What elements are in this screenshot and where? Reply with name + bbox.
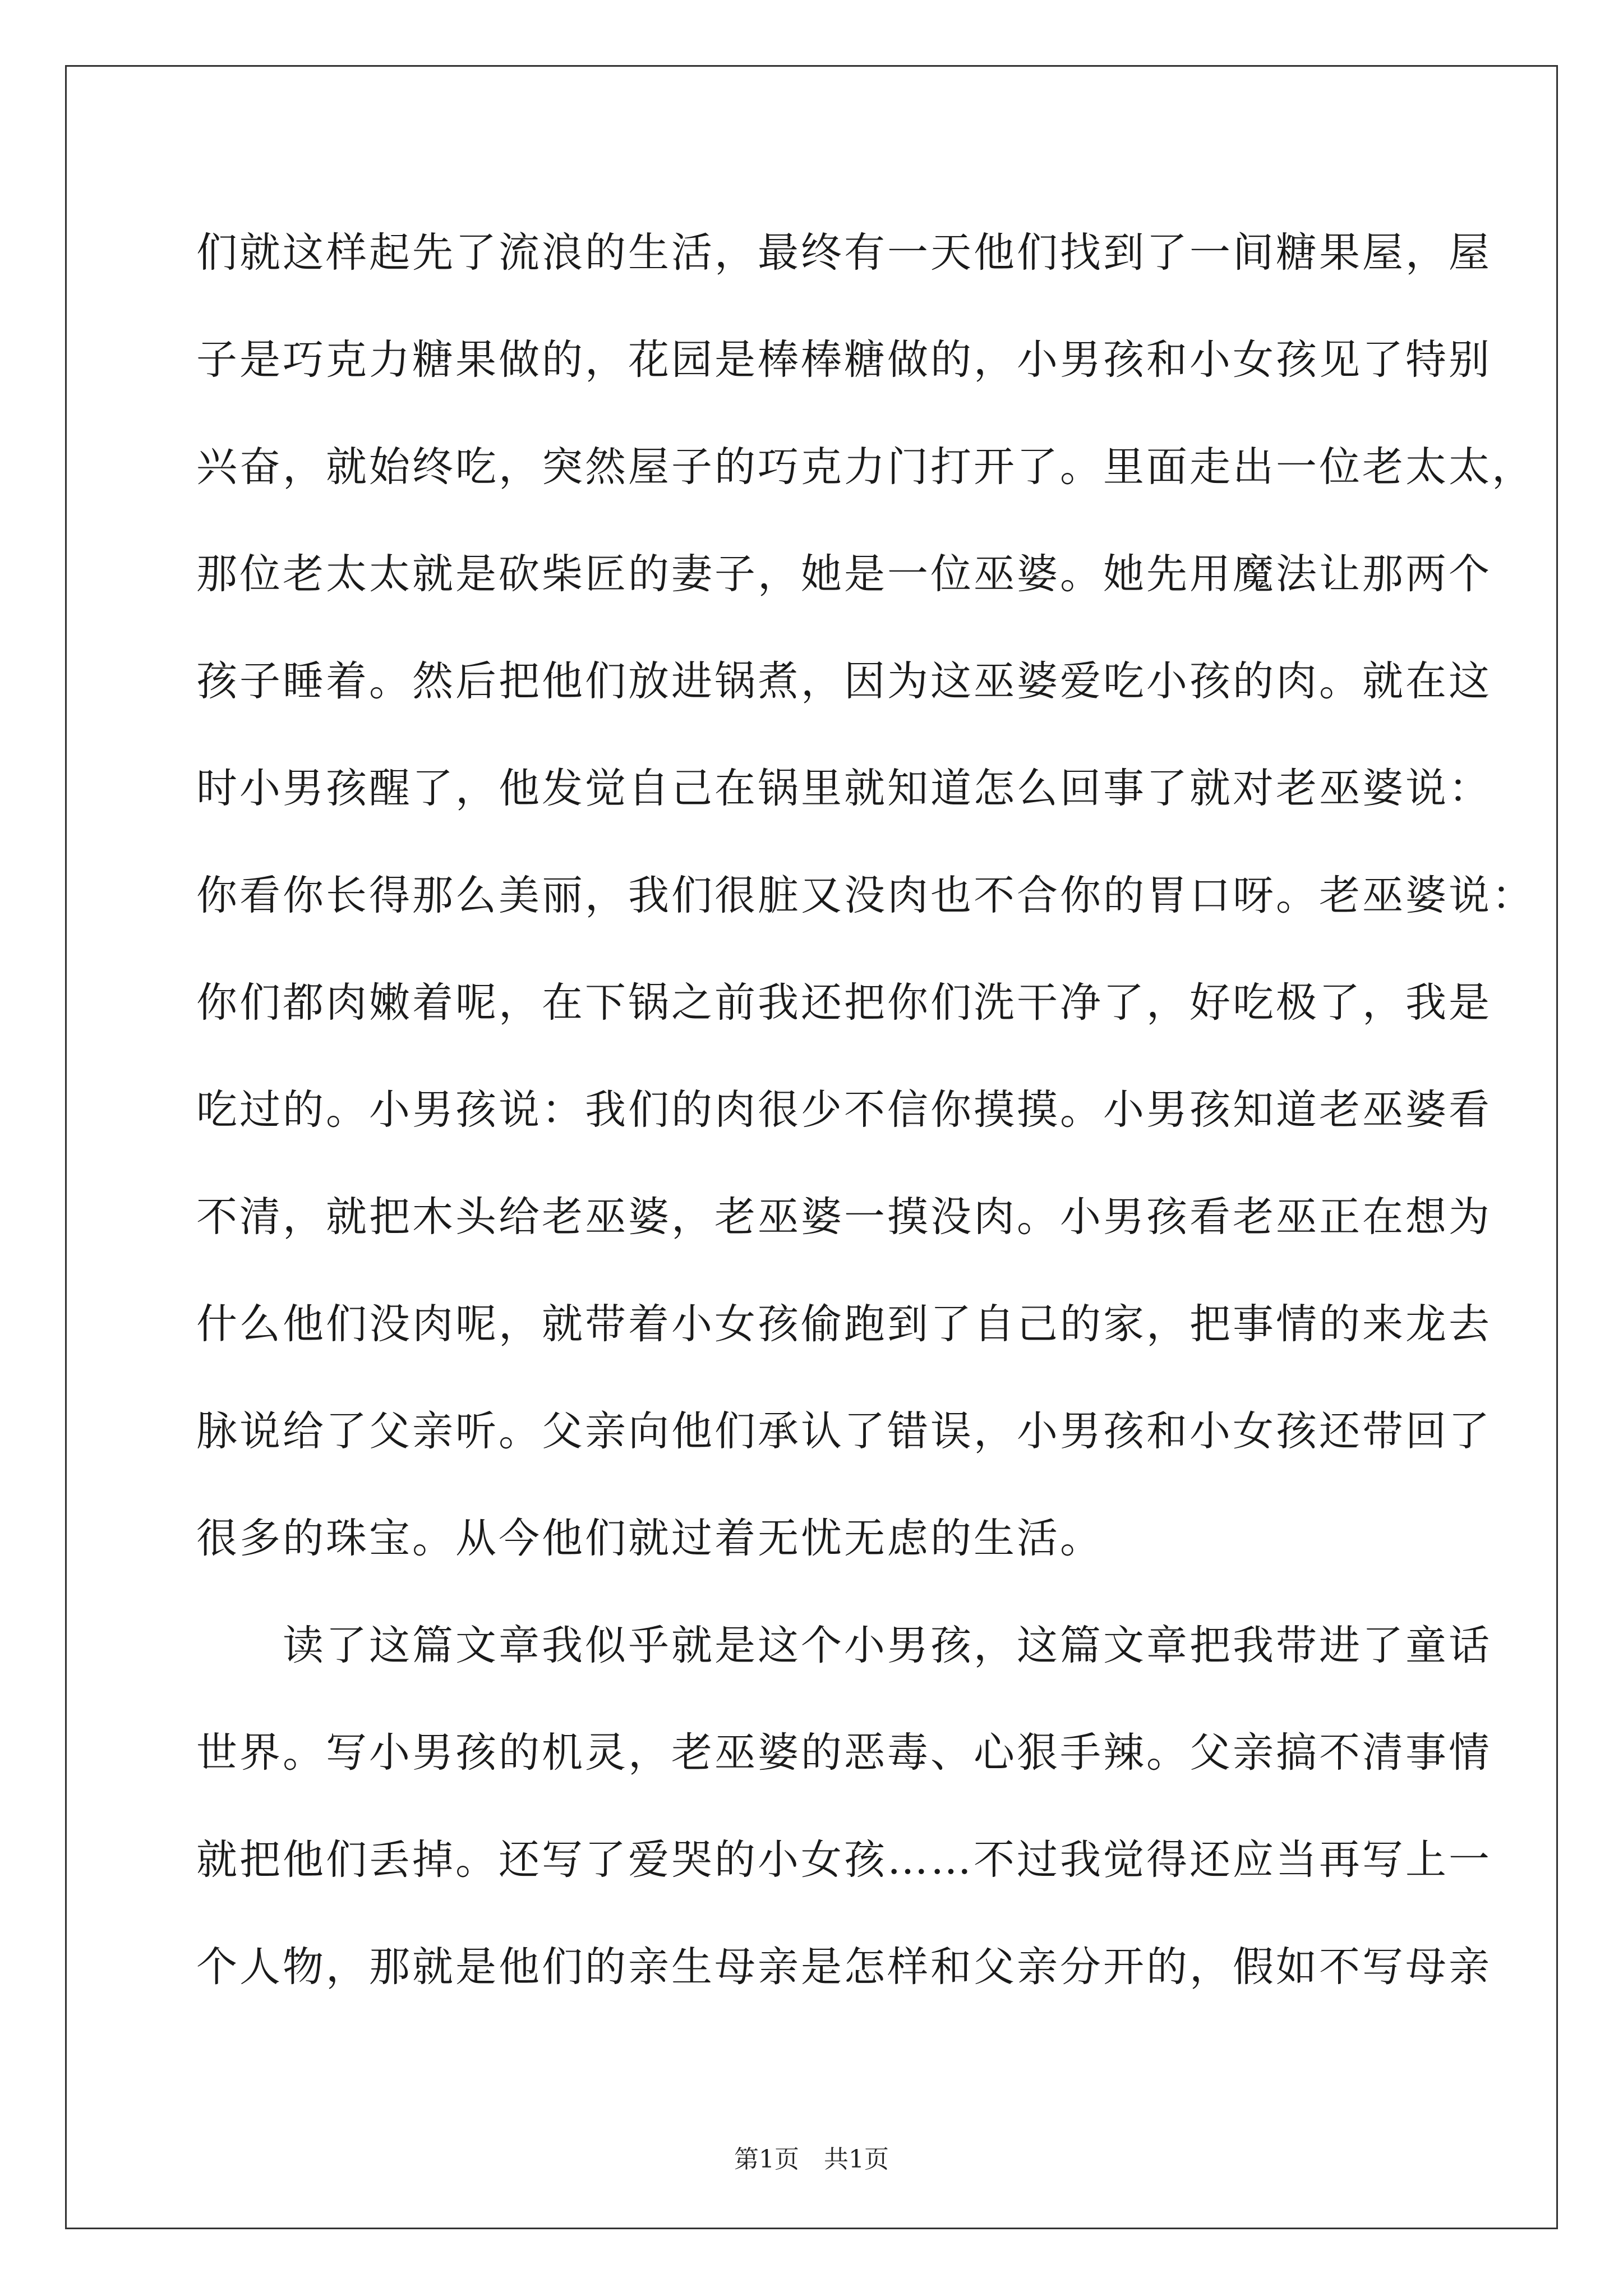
text-line: 时小男孩醒了，他发觉自己在锅里就知道怎么回事了就对老巫婆说： xyxy=(196,765,1492,812)
text-line: 你看你长得那么美丽，我们很脏又没肉也不合你的胃口呀。老巫婆说： xyxy=(196,872,1535,919)
text-line: 世界。写小男孩的机灵，老巫婆的恶毒、心狠手辣。父亲搞不清事情 xyxy=(196,1729,1492,1777)
document-body xyxy=(196,199,1535,2021)
text-line: 那位老太太就是砍柴匠的妻子，她是一位巫婆。她先用魔法让那两个 xyxy=(196,550,1492,598)
text-line: 兴奋，就始终吃，突然屋子的巧克力门打开了。里面走出一位老太太， xyxy=(196,443,1535,491)
text-line: 子是巧克力糖果做的，花园是棒棒糖做的，小男孩和小女孩见了特别 xyxy=(196,336,1492,384)
text-line: 孩子睡着。然后把他们放进锅煮，因为这巫婆爱吃小孩的肉。就在这 xyxy=(196,657,1492,705)
text-line: 个人物，那就是他们的亲生母亲是怎样和父亲分开的，假如不写母亲 xyxy=(196,1943,1492,1991)
text-line: 不清，就把木头给老巫婆，老巫婆一摸没肉。小男孩看老巫正在想为 xyxy=(196,1193,1492,1241)
text-line: 吃过的。小男孩说：我们的肉很少不信你摸摸。小男孩知道老巫婆看 xyxy=(196,1086,1492,1134)
text-line: 很多的珠宝。从今他们就过着无忧无虑的生活。 xyxy=(196,1515,1103,1562)
text-line: 什么他们没肉呢，就带着小女孩偷跑到了自己的家，把事情的来龙去 xyxy=(196,1300,1492,1348)
text-line: 脉说给了父亲听。父亲向他们承认了错误，小男孩和小女孩还带回了 xyxy=(196,1407,1492,1455)
text-line: 你们都肉嫩着呢，在下锅之前我还把你们洗干净了，好吃极了，我是 xyxy=(196,979,1492,1027)
page-number-footer: 第1页 共1页 xyxy=(734,2145,889,2174)
paragraph-start-line: 读了这篇文章我似乎就是这个小男孩，这篇文章把我带进了童话 xyxy=(196,1622,1492,1669)
text-line: 就把他们丢掉。还写了爱哭的小女孩……不过我觉得还应当再写上一 xyxy=(196,1836,1492,1884)
text-line: 们就这样起先了流浪的生活，最终有一天他们找到了一间糖果屋，屋 xyxy=(196,229,1492,277)
